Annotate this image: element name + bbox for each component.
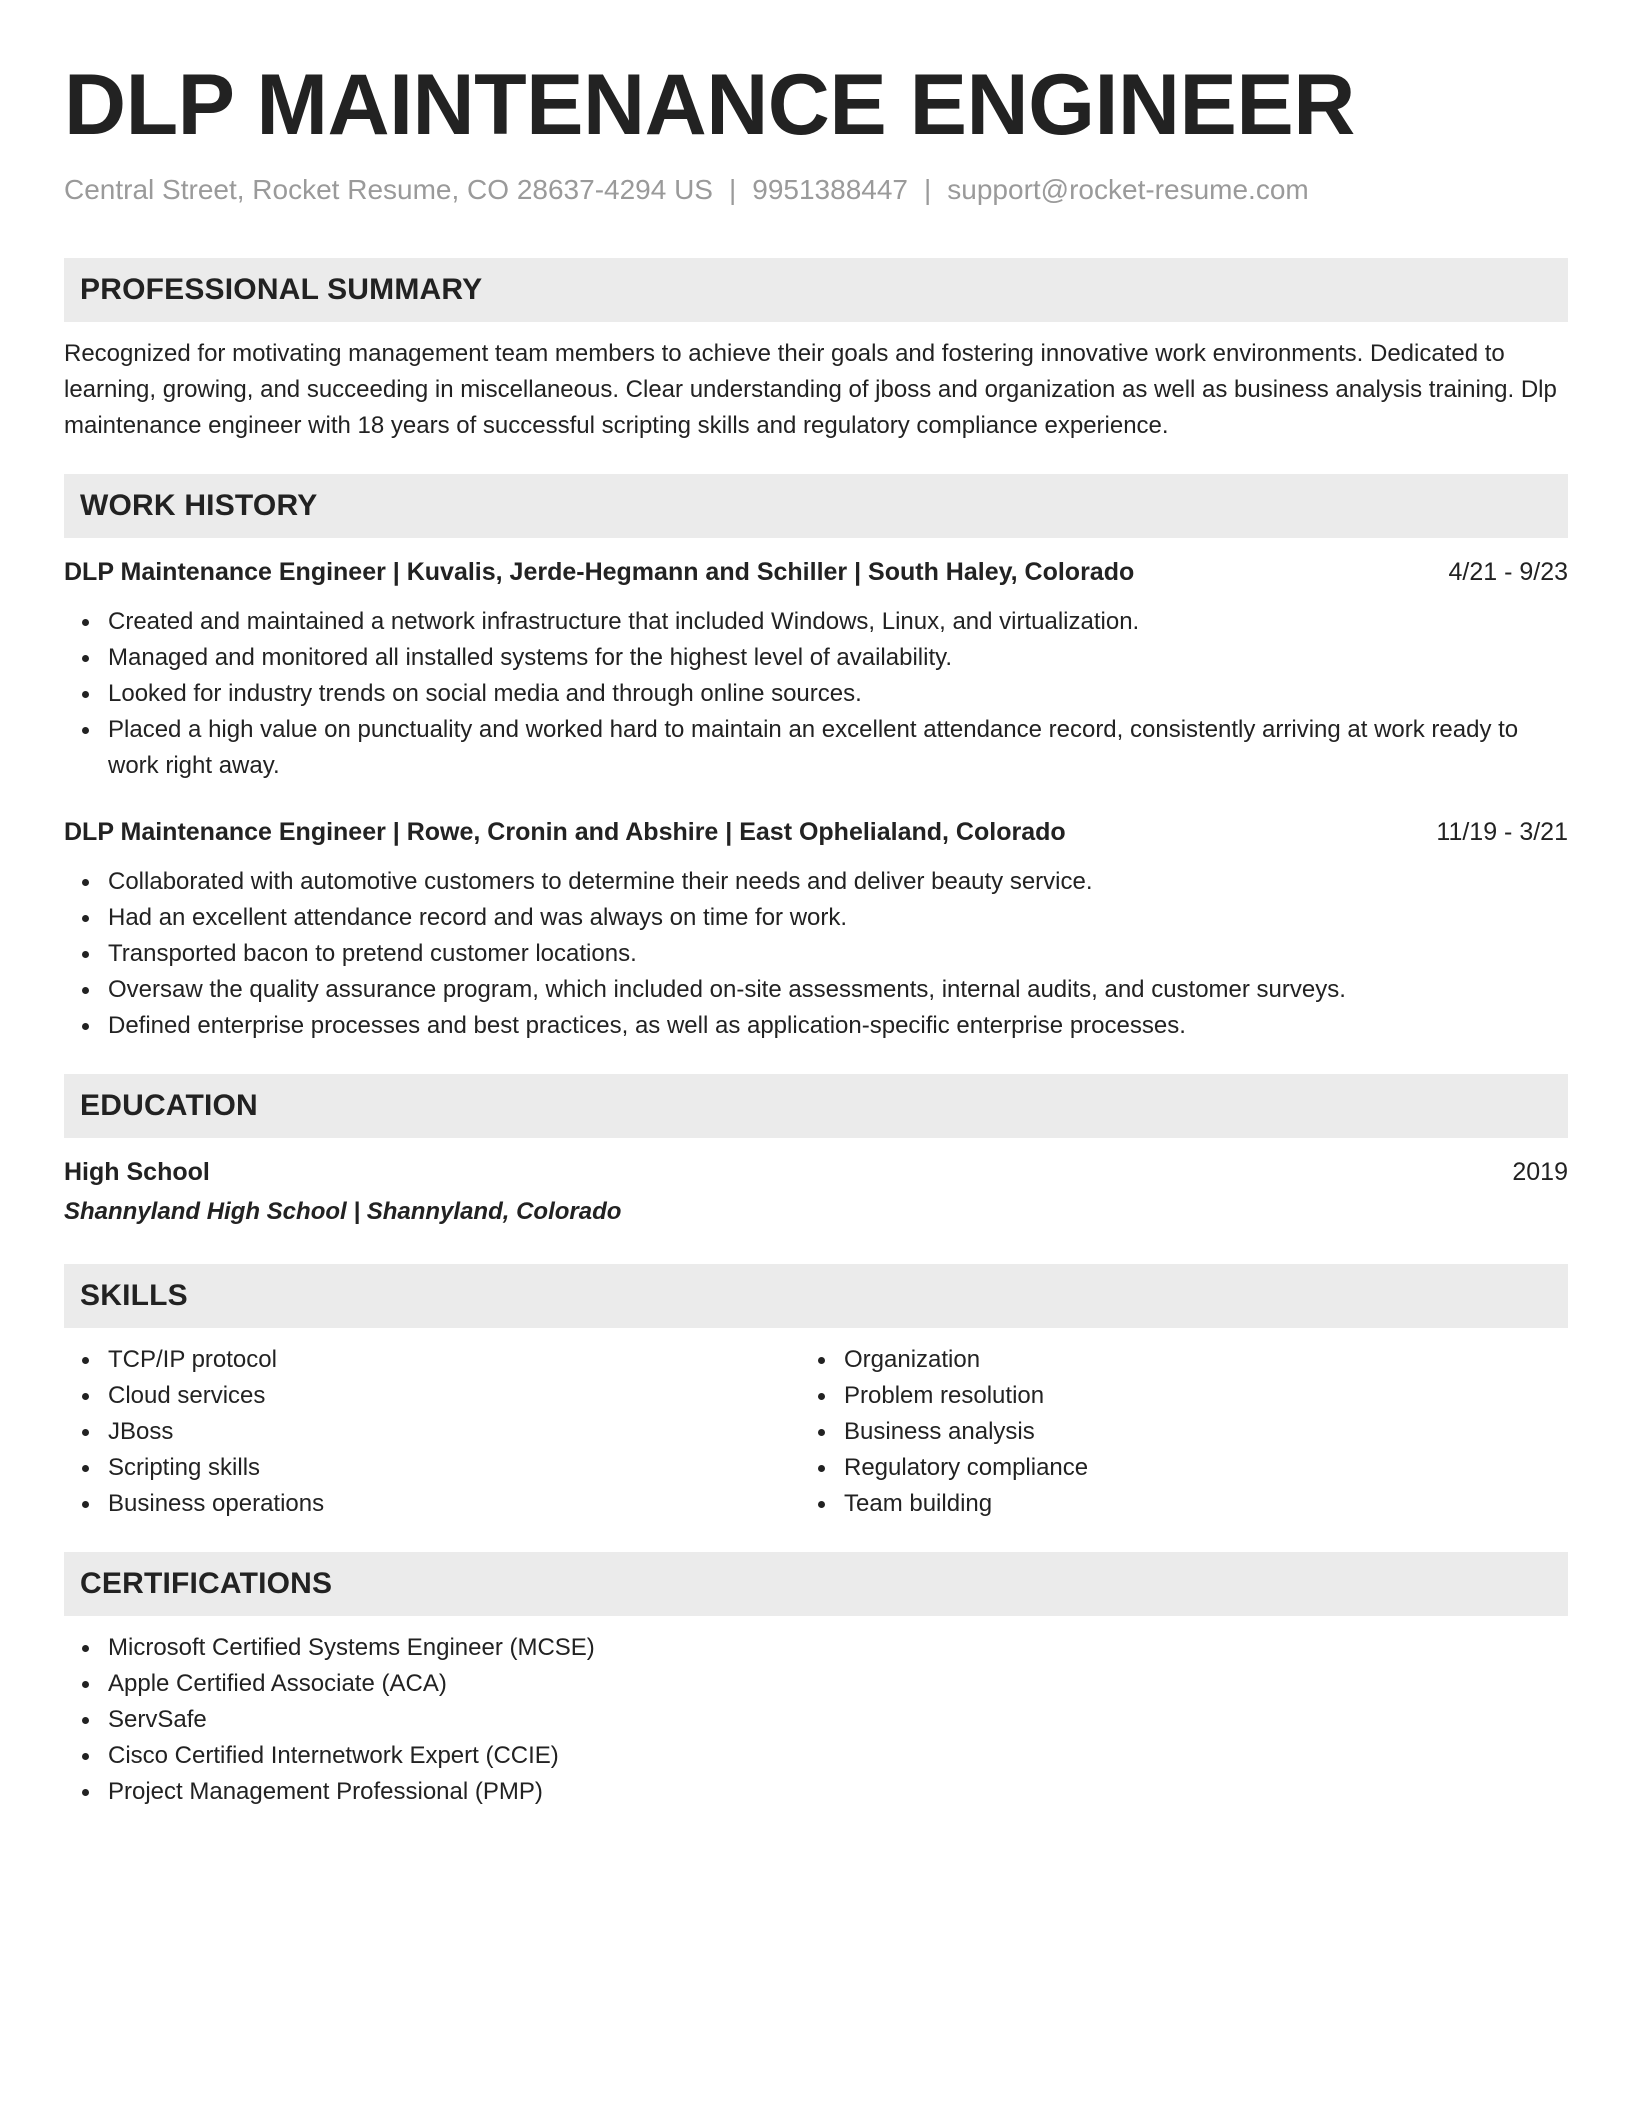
job-entry [64,814,1568,1044]
section-heading-certifications: CERTIFICATIONS [64,1552,1568,1616]
job-header [64,814,1568,850]
education-school: Shannyland High School | Shannyland, Colorado [64,1198,622,1225]
job-header [64,554,1568,590]
section-heading-work-history: WORK HISTORY [64,474,1568,538]
list-item: Had an excellent attendance record and was always on time for work. [108,900,1568,936]
list-item: TCP/IP protocol [108,1342,800,1378]
list-item: Cisco Certified Internetwork Expert (CCIE) [108,1738,1568,1774]
section-heading-education: EDUCATION [64,1074,1568,1138]
list-item: Business operations [108,1486,800,1522]
contact-address: Central Street, Rocket Resume, CO 28637-4294 US [64,174,713,205]
certifications-list [64,1630,1568,1810]
resume-name: DLP MAINTENANCE ENGINEER [64,57,1355,153]
list-item: Managed and monitored all installed systems for the highest level of availability. [108,640,1568,676]
list-item: Apple Certified Associate (ACA) [108,1666,1568,1702]
list-item: ServSafe [108,1702,1568,1738]
education-header [64,1154,1568,1190]
list-item: Transported bacon to pretend customer locations. [108,936,1568,972]
section-heading-skills: SKILLS [64,1264,1568,1328]
contact-phone: 9951388447 [752,174,908,205]
summary-text: Recognized for motivating management team members to achieve their goals and fostering innovative work environments. Dedicated to learning, growing, and succeeding in miscellaneous. Clear understanding of jboss and organization as well as business analysis training. Dlp maintenance engineer with 18 years of successful scripting skills and regulatory compliance experience. [64,340,1557,439]
list-item: Oversaw the quality assurance program, which included on-site assessments, internal audits, and customer surveys. [108,972,1568,1008]
education-year: 2019 [1512,1158,1568,1186]
list-item: Regulatory compliance [844,1450,1536,1486]
education-degree: High School [64,1158,210,1186]
list-item: JBoss [108,1414,800,1450]
job-title: DLP Maintenance Engineer | Kuvalis, Jerde-Hegmann and Schiller | South Haley, Colorado [64,558,1135,586]
education-entry [64,1154,1568,1230]
list-item: Team building [844,1486,1536,1522]
list-item: Collaborated with automotive customers to determine their needs and deliver beauty service. [108,864,1568,900]
contact-email: support@rocket-resume.com [947,174,1309,205]
list-item: Cloud services [108,1378,800,1414]
contact-separator: | [924,174,932,205]
list-item: Defined enterprise processes and best practices, as well as application-specific enterprise processes. [108,1008,1568,1044]
list-item: Created and maintained a network infrastructure that included Windows, Linux, and virtualization. [108,604,1568,640]
list-item: Microsoft Certified Systems Engineer (MCSE) [108,1630,1568,1666]
list-item: Problem resolution [844,1378,1536,1414]
job-dates: 4/21 - 9/23 [1448,558,1568,586]
job-title: DLP Maintenance Engineer | Rowe, Cronin and Abshire | East Ophelialand, Colorado [64,818,1066,846]
list-item: Scripting skills [108,1450,800,1486]
skills-column-right [800,1342,1536,1522]
skills-column-left [64,1342,800,1522]
contact-line [64,172,1568,208]
list-item: Looked for industry trends on social media and through online sources. [108,676,1568,712]
list-item: Placed a high value on punctuality and worked hard to maintain an excellent attendance record, consistently arriving at work ready to work right away. [108,712,1568,784]
job-entry [64,554,1568,784]
skills-grid [64,1342,1568,1522]
list-item: Business analysis [844,1414,1536,1450]
list-item: Project Management Professional (PMP) [108,1774,1568,1810]
job-bullets [64,604,1568,784]
section-heading-summary: PROFESSIONAL SUMMARY [64,258,1568,322]
contact-separator: | [728,174,737,205]
job-bullets [64,864,1568,1044]
list-item: Organization [844,1342,1536,1378]
job-dates: 11/19 - 3/21 [1436,818,1568,846]
